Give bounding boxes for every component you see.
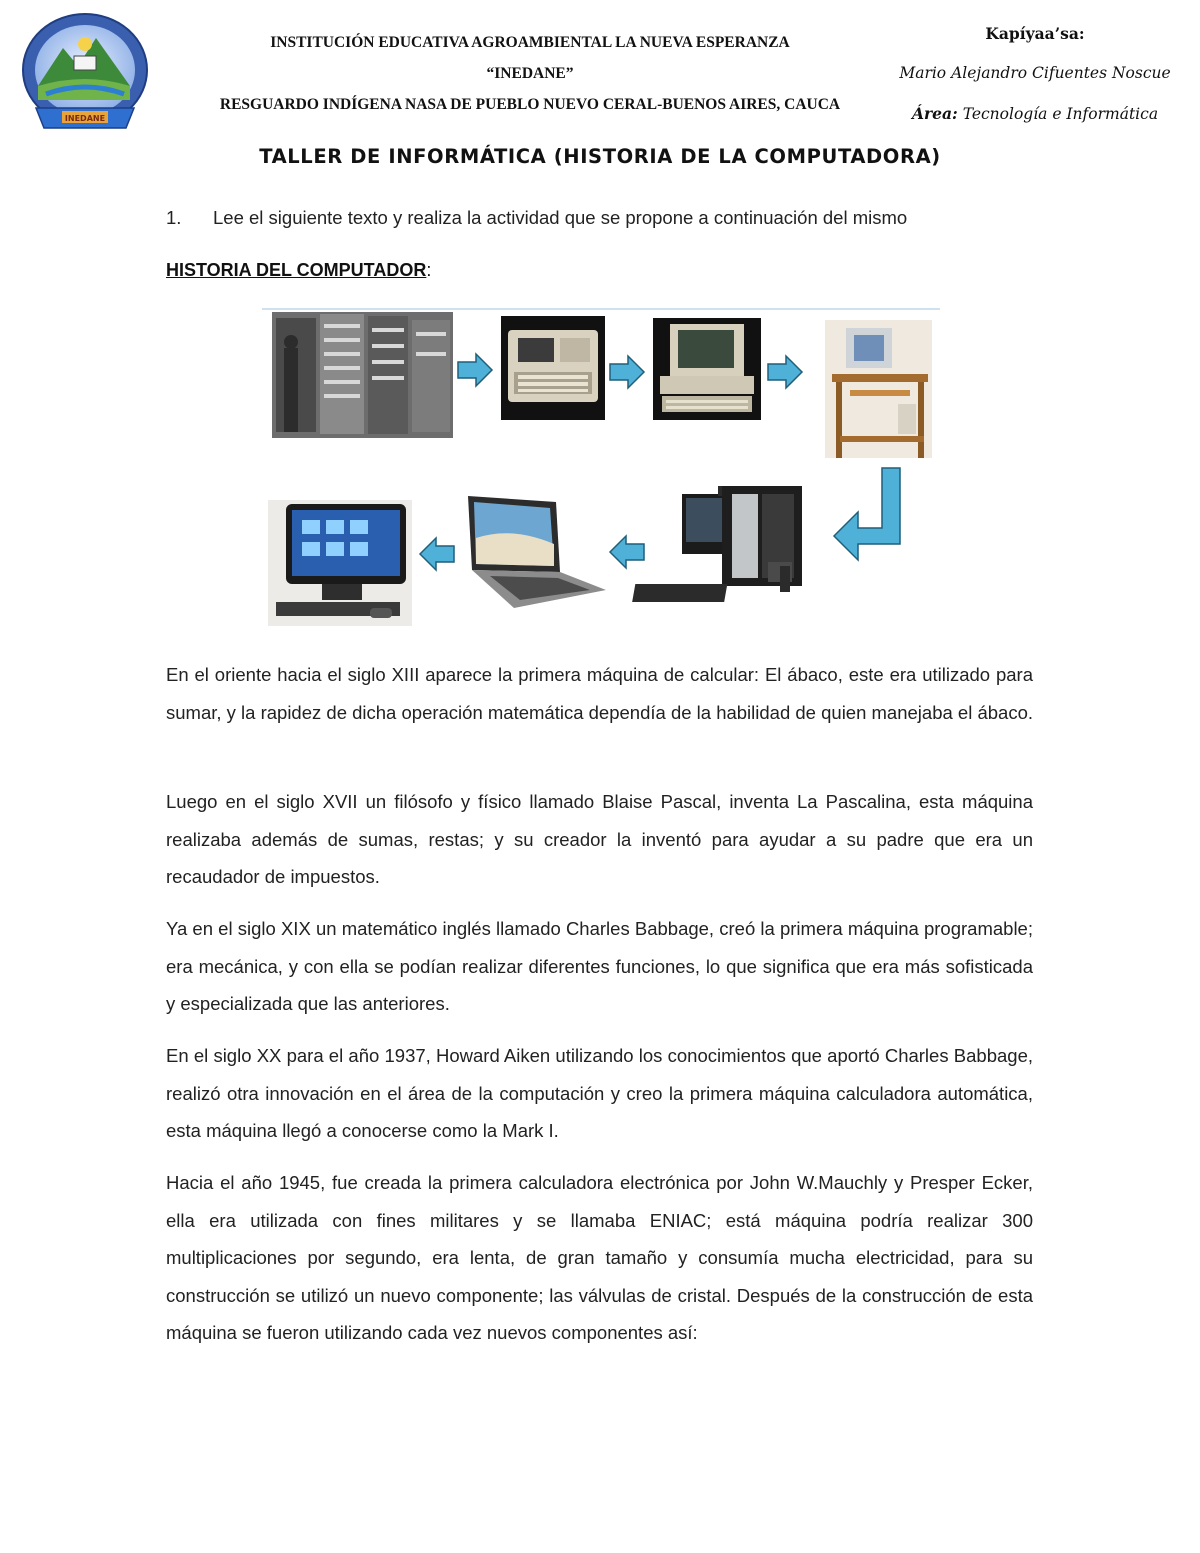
area-label: Área:	[911, 104, 958, 123]
institution-acronym: “INEDANE”	[486, 65, 574, 82]
logo-text: INEDANE	[64, 114, 106, 123]
paragraph-pascalina: Luego en el siglo XVII un filósofo y físico llamado Blaise Pascal, inventa La Pascalina, esta máquina realizaba además de sumas, restas; y su creador la inventó para ayudar a su padre que era un recaudador de impuestos.	[166, 791, 1033, 887]
paragraph-eniac: Hacia el año 1945, fue creada la primera calculadora electrónica por John W.Mauchly y Presper Ecker, ella era utilizada con fines militares y se llamaba ENIAC; está máquina podría realizar 300 multiplicaciones por segundo, era lenta, de gran tamaño y consumía mucha electricidad, para su construcción se utilizó un nuevo componente; las válvulas de cristal. Después de la construcción de esta máquina se fueron utilizando cada vez nuevos componentes así:	[166, 1172, 1033, 1343]
paragraph-abacus: En el oriente hacia el siglo XIII aparece la primera máquina de calcular: El ábaco, este era utilizado para sumar, y la rapidez de dicha operación matemática dependía de la habilidad de quien manejaba el ábaco.	[166, 664, 1033, 723]
modern-desktop-image	[632, 486, 802, 602]
all-in-one-computer-image	[268, 500, 412, 626]
instruction-item	[166, 207, 907, 229]
laptop-image	[468, 496, 606, 608]
arrow-left-icon	[420, 538, 454, 570]
arrow-right-icon	[768, 356, 802, 388]
paragraph-babbage: Ya en el siglo XIX un matemático inglés llamado Charles Babbage, creó la primera máquina programable; era mecánica, y con ella se podían realizar diferentes funciones, lo que significa que era más sofisticada y especializada que las anteriores.	[166, 918, 1033, 1014]
paragraph-mark-i: En el siglo XX para el año 1937, Howard Aiken utilizando los conocimientos que aportó Charles Babbage, realizó otra innovación en el área de la computación y creo la primera máquina calculadora automática, esta máquina llegó a conocerse como la Mark I.	[166, 1045, 1033, 1141]
institution-reserve: RESGUARDO INDÍGENA NASA DE PUEBLO NUEVO CERAL-BUENOS AIRES, CAUCA	[219, 96, 841, 113]
section-heading	[166, 260, 431, 281]
arrow-right-icon	[610, 356, 644, 388]
mainframe-image	[272, 312, 453, 438]
desktop-pc-image	[653, 318, 761, 420]
arrow-right-icon	[458, 354, 492, 386]
instruction-text: Lee el siguiente texto y realiza la actividad que se propone a continuación del mismo	[213, 207, 908, 228]
computer-desk-image	[825, 320, 932, 458]
institution-logo	[18, 8, 152, 138]
section-heading-colon: :	[426, 260, 432, 280]
instruction-number: 1.	[166, 207, 182, 228]
page-title: TALLER DE INFORMÁTICA (HISTORIA DE LA COMPUTADORA)	[259, 145, 941, 168]
area-value: Tecnología e Informática	[957, 105, 1159, 123]
teacher-name: Mario Alejandro Cifuentes Noscue	[899, 64, 1171, 82]
early-portable-computer-image	[501, 316, 605, 420]
institution-name: INSTITUCIÓN EDUCATIVA AGROAMBIENTAL LA NUEVA ESPERANZA	[270, 34, 790, 51]
section-heading-text: HISTORIA DEL COMPUTADOR	[166, 260, 427, 280]
teacher-label: Kapíyaa’sa:	[985, 24, 1085, 43]
computer-evolution-figure	[262, 308, 940, 634]
area-line	[880, 104, 1190, 123]
arrow-down-left-icon	[834, 468, 900, 560]
arrow-left-icon	[610, 536, 644, 568]
